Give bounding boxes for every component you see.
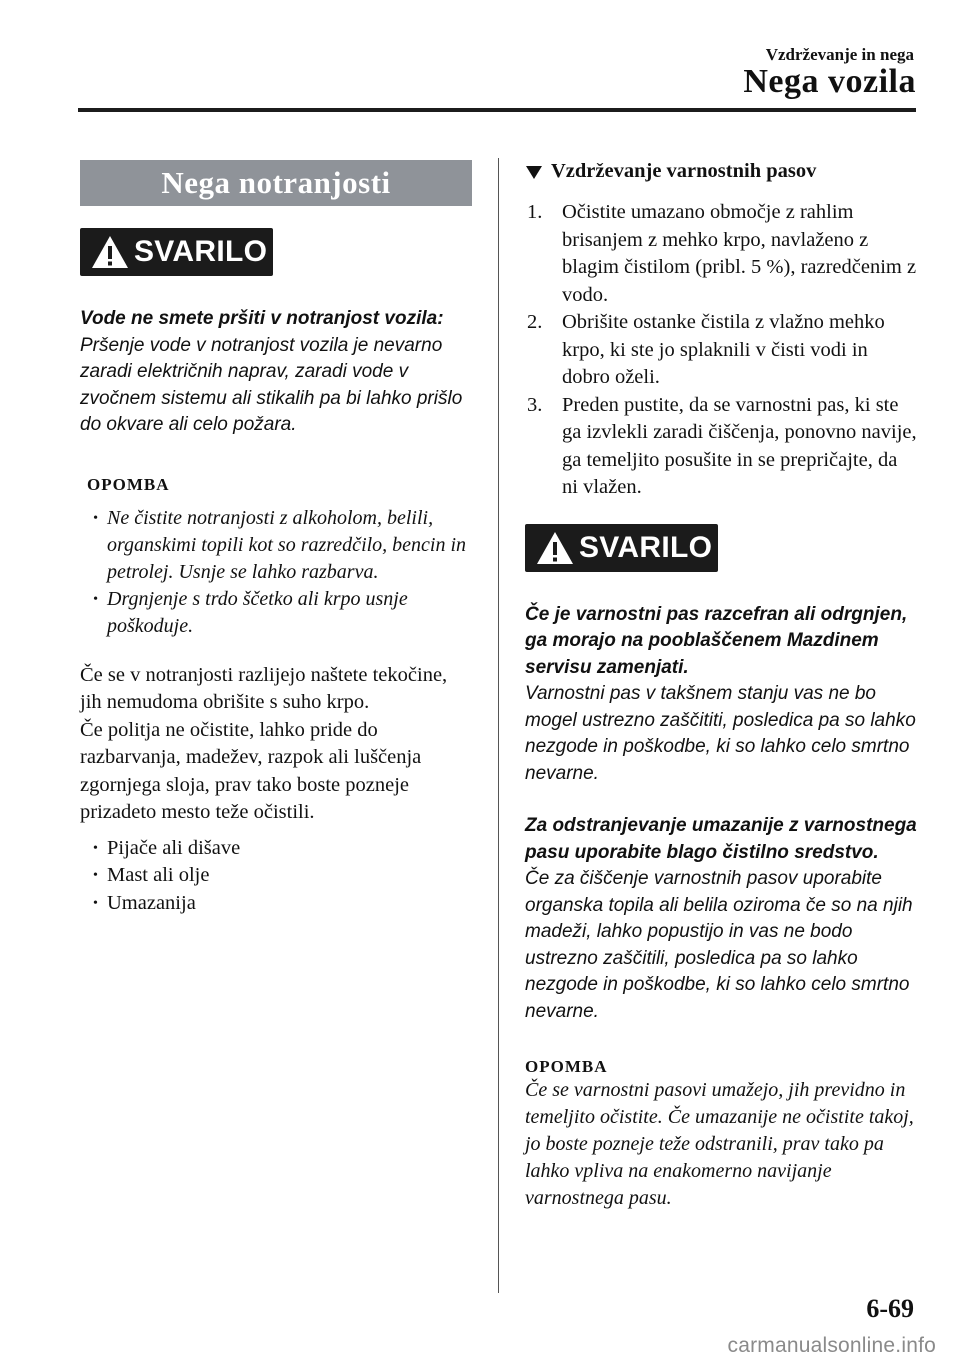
warning-block	[525, 524, 917, 1026]
warning-body: Varnostni pas v takšnem stanju vas ne bo mogel ustrezno zaščititi, posledica pa so lahko nezgode in poškodbe, ki so lahko celo smrtno nevarne.	[525, 683, 916, 784]
note-item: • Drgnjenje s trdo ščetko ali krpo usnje poškoduje.	[87, 586, 472, 640]
header-rule	[78, 108, 916, 112]
note-heading: OPOMBA	[525, 1057, 608, 1076]
steps-list	[525, 199, 917, 502]
step-number: 2.	[527, 311, 543, 333]
subsection-heading	[525, 160, 917, 183]
warning-text	[80, 306, 472, 439]
warning-label: SVARILO	[134, 235, 268, 268]
warning-triangle-icon	[535, 530, 575, 566]
warning-block	[80, 228, 472, 439]
warning-bold: Za odstranjevanje umazanije z varnostnega pasu uporabite blago čistilno sredstvo.	[525, 815, 917, 863]
paragraph: Če se v notranjosti razlijejo naštete tekočine, jih nemudoma obrišite s suho krpo.	[80, 663, 448, 713]
chapter-title: Vzdrževanje in nega	[765, 45, 914, 64]
note-block	[525, 1057, 917, 1212]
page-number: 6-69	[866, 1294, 914, 1323]
left-column	[80, 160, 472, 917]
step-text: Očistite umazano območje z rahlim brisanjem z mehko krpo, navlaženo z blagim čistilom (pribl. 5 %), razredčenim z vodo.	[562, 201, 917, 306]
warning-text	[525, 813, 917, 1025]
warning-label: SVARILO	[579, 530, 713, 564]
note-heading: OPOMBA	[87, 474, 170, 494]
warning-badge	[525, 524, 718, 572]
paragraph: Če politja ne očistite, lahko pride do razbarvanja, madežev, razpok ali luščenja zgornjega sloja, prav tako boste pozneje prizadeto mesto teže očistili.	[80, 718, 422, 823]
list-item: • Umazanija	[87, 890, 472, 918]
right-column	[525, 160, 917, 1212]
section-title: Nega notranjosti	[80, 160, 472, 206]
note-block	[80, 475, 472, 640]
step-number: 3.	[527, 393, 543, 416]
note-list	[87, 505, 472, 640]
warning-bold: Vode ne smete pršiti v notranjost vozila:	[80, 308, 444, 329]
warning-body: Pršenje vode v notranjost vozila je nevarno zaradi električnih naprav, zaradi vode v zvočnem sistemu ali stikalih pa bi lahko prišlo do okvare ali celo požara.	[80, 334, 463, 435]
note-text: Če se varnostni pasovi umažejo, jih previdno in temeljito očistite. Če umazanije ne očistite takoj, jo boste pozneje teže odstranili, prav tako pa lahko vpliva na enakomerno navijanje varnostnega pasu.	[525, 1079, 914, 1209]
warning-text	[525, 602, 917, 788]
warning-badge	[80, 228, 273, 276]
step-number: 1.	[527, 201, 543, 223]
step-text: Obrišite ostanke čistila z vlažno mehko krpo, ki ste jo splaknili v čisti vodi in dobro oželi.	[562, 311, 885, 388]
warning-bold: Če je varnostni pas razcefran ali odrgnjen, ga morajo na pooblaščenem Mazdinem servisu zamenjati.	[525, 603, 908, 678]
step-item	[525, 309, 917, 392]
step-text: Preden pustite, da se varnostni pas, ki ste ga izvlekli zaradi čiščenja, ponovno navije, ga temeljito posušite in se prepričajte, da ni vlažen.	[562, 393, 917, 498]
list-item: • Pijače ali dišave	[87, 835, 472, 863]
column-divider	[498, 158, 499, 1293]
subsection-title: Vzdrževanje varnostnih pasov	[551, 160, 817, 182]
triangle-down-icon	[525, 164, 543, 180]
warning-body: Če za čiščenje varnostnih pasov uporabite organska topila ali belila oziroma če so na njih madeži, lahko popustijo in vas ne bodo ustrezno zaščitili, posledica pa so lahko nezgode in poškodbe, ki so lahko celo smrtno nevarne.	[525, 868, 913, 1022]
step-item	[525, 392, 917, 502]
watermark: carmanualsonline.info	[727, 1334, 936, 1357]
note-item: • Ne čistite notranjosti z alkoholom, belili, organskimi topili kot so razredčilo, bencin in petrolej. Usnje se lahko razbarva.	[87, 505, 472, 586]
step-item	[525, 199, 917, 309]
page-title: Nega vozila	[743, 63, 916, 100]
warning-triangle-icon	[90, 234, 130, 270]
list-item: • Mast ali olje	[87, 862, 472, 890]
spill-list	[80, 835, 472, 918]
